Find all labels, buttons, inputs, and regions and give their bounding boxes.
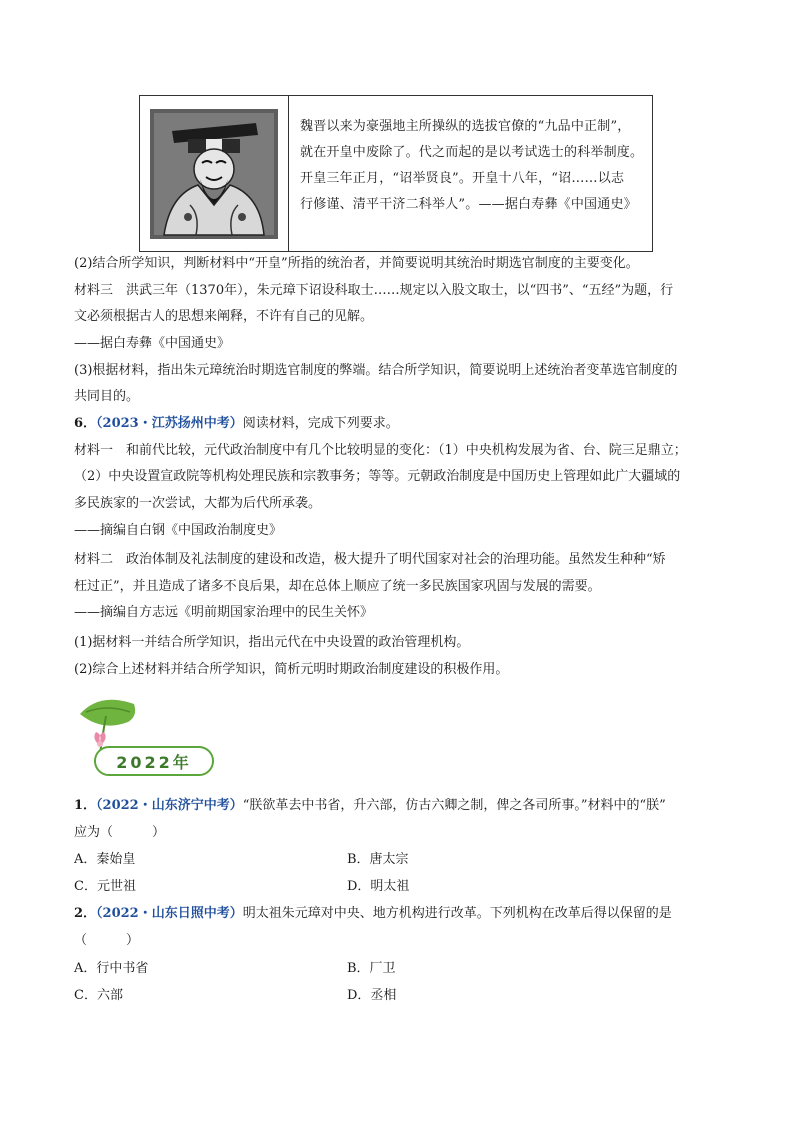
q2-stem-line2: （ ）: [74, 933, 140, 948]
q1-option-c[interactable]: C．元世祖: [74, 879, 136, 894]
q1-stem-text: “朕欲革去中书省，升六部，仿古六卿之制，俾之各司所事。”材料中的“朕”: [242, 798, 666, 813]
q2-number: 2．: [74, 906, 97, 921]
q6-material2-line2: 枉过正”，并且造成了诸多不良后果，却在总体上顺应了统一多民族国家巩固与发展的需要。: [74, 579, 601, 594]
material-line: 就在开皇中废除了。代之而起的是以考试选士的科举制度。: [300, 145, 644, 160]
q2-stem-text: 明太祖朱元璋对中央、地方机构进行改革。下列机构在改革后得以保留的是: [242, 906, 672, 921]
q1-stem-line2: 应为（ ）: [74, 825, 166, 840]
q5-material3-source: ——据白寿彝《中国通史》: [74, 336, 231, 351]
q2-option-d[interactable]: D．丞相: [347, 988, 397, 1003]
q1-source-tag: （2022・山东济宁中考）: [96, 798, 243, 813]
emperor-portrait: [140, 96, 289, 251]
q6-header: [74, 415, 399, 433]
q6-material1-source: ——摘编自白钢《中国政治制度史》: [74, 523, 283, 538]
q1-option-a[interactable]: A．秦始皇: [74, 852, 136, 867]
year-banner: [76, 694, 216, 784]
q2-option-b[interactable]: B．厂卫: [347, 961, 396, 976]
material-line: 行修谨、清平干济二科举人”。——据白寿彝《中国通史》: [300, 197, 637, 212]
q6-number: 6．: [74, 416, 97, 431]
year-label: 2022年: [116, 752, 192, 772]
q6-material1-line3: 多民族家的一次尝试，大都为后代所承袭。: [74, 496, 322, 511]
q2-source-tag: （2022・山东日照中考）: [96, 906, 243, 921]
q2-stem: [74, 905, 672, 923]
q1-stem: [74, 797, 666, 815]
q1-option-d[interactable]: D．明太祖: [347, 879, 410, 894]
q6-sub1: (1)据材料一并结合所学知识，指出元代在中央设置的政治管理机构。: [74, 635, 470, 650]
q2-option-a[interactable]: A．行中书省: [74, 961, 149, 976]
q5-material3-line1: 材料三 洪武三年（1370年），朱元璋下诏设科取士……规定以入股文取士，以“四书”、“五经”为题，行: [74, 283, 674, 298]
q6-material1-line1: 材料一 和前代比较，元代政治制度中有几个比较明显的变化：（1）中央机构发展为省、台、院三足鼎立；: [74, 443, 687, 458]
q6-material2-line1: 材料二 政治体制及礼法制度的建设和改造，极大提升了明代国家对社会的治理功能。虽然发生种种“矫: [74, 552, 666, 567]
q6-source-tag: （2023・江苏扬州中考）: [96, 416, 243, 431]
q2-option-c[interactable]: C．六部: [74, 988, 123, 1003]
q6-sub2: (2)综合上述材料并结合所学知识，简析元明时期政治制度建设的积极作用。: [74, 662, 509, 677]
q5-sub3-line1: (3)根据材料，指出朱元璋统治时期选官制度的弊端。结合所学知识，简要说明上述统治者变革选官制度的: [74, 363, 678, 378]
material-box: [139, 95, 653, 252]
q5-sub2: (2)结合所学知识，判断材料中“开皇”所指的统治者，并简要说明其统治时期选官制度的主要变化。: [74, 256, 639, 271]
q1-option-b[interactable]: B．唐太宗: [347, 852, 409, 867]
emperor-portrait-icon: [150, 109, 278, 239]
year-pill: [94, 746, 214, 776]
q6-material1-line2: （2）中央设置宣政院等机构处理民族和宗教事务；等等。元朝政治制度是中国历史上管理如此广大疆域的: [74, 469, 681, 484]
q6-prompt: 阅读材料，完成下列要求。: [242, 416, 399, 431]
material-text: [289, 96, 652, 251]
material-line: 魏晋以来为豪强地主所操纵的选拔官僚的“九品中正制”，: [300, 119, 631, 134]
q1-number: 1．: [74, 798, 97, 813]
q6-material2-source: ——摘编自方志远《明前期国家治理中的民生关怀》: [74, 605, 374, 620]
material-line: 开皇三年正月，“诏举贤良”。开皇十八年，“诏……以志: [300, 171, 625, 186]
q5-sub3-line2: 共同目的。: [74, 389, 140, 404]
q5-material3-line2: 文必须根据古人的思想来阐释，不许有自己的见解。: [74, 309, 374, 324]
